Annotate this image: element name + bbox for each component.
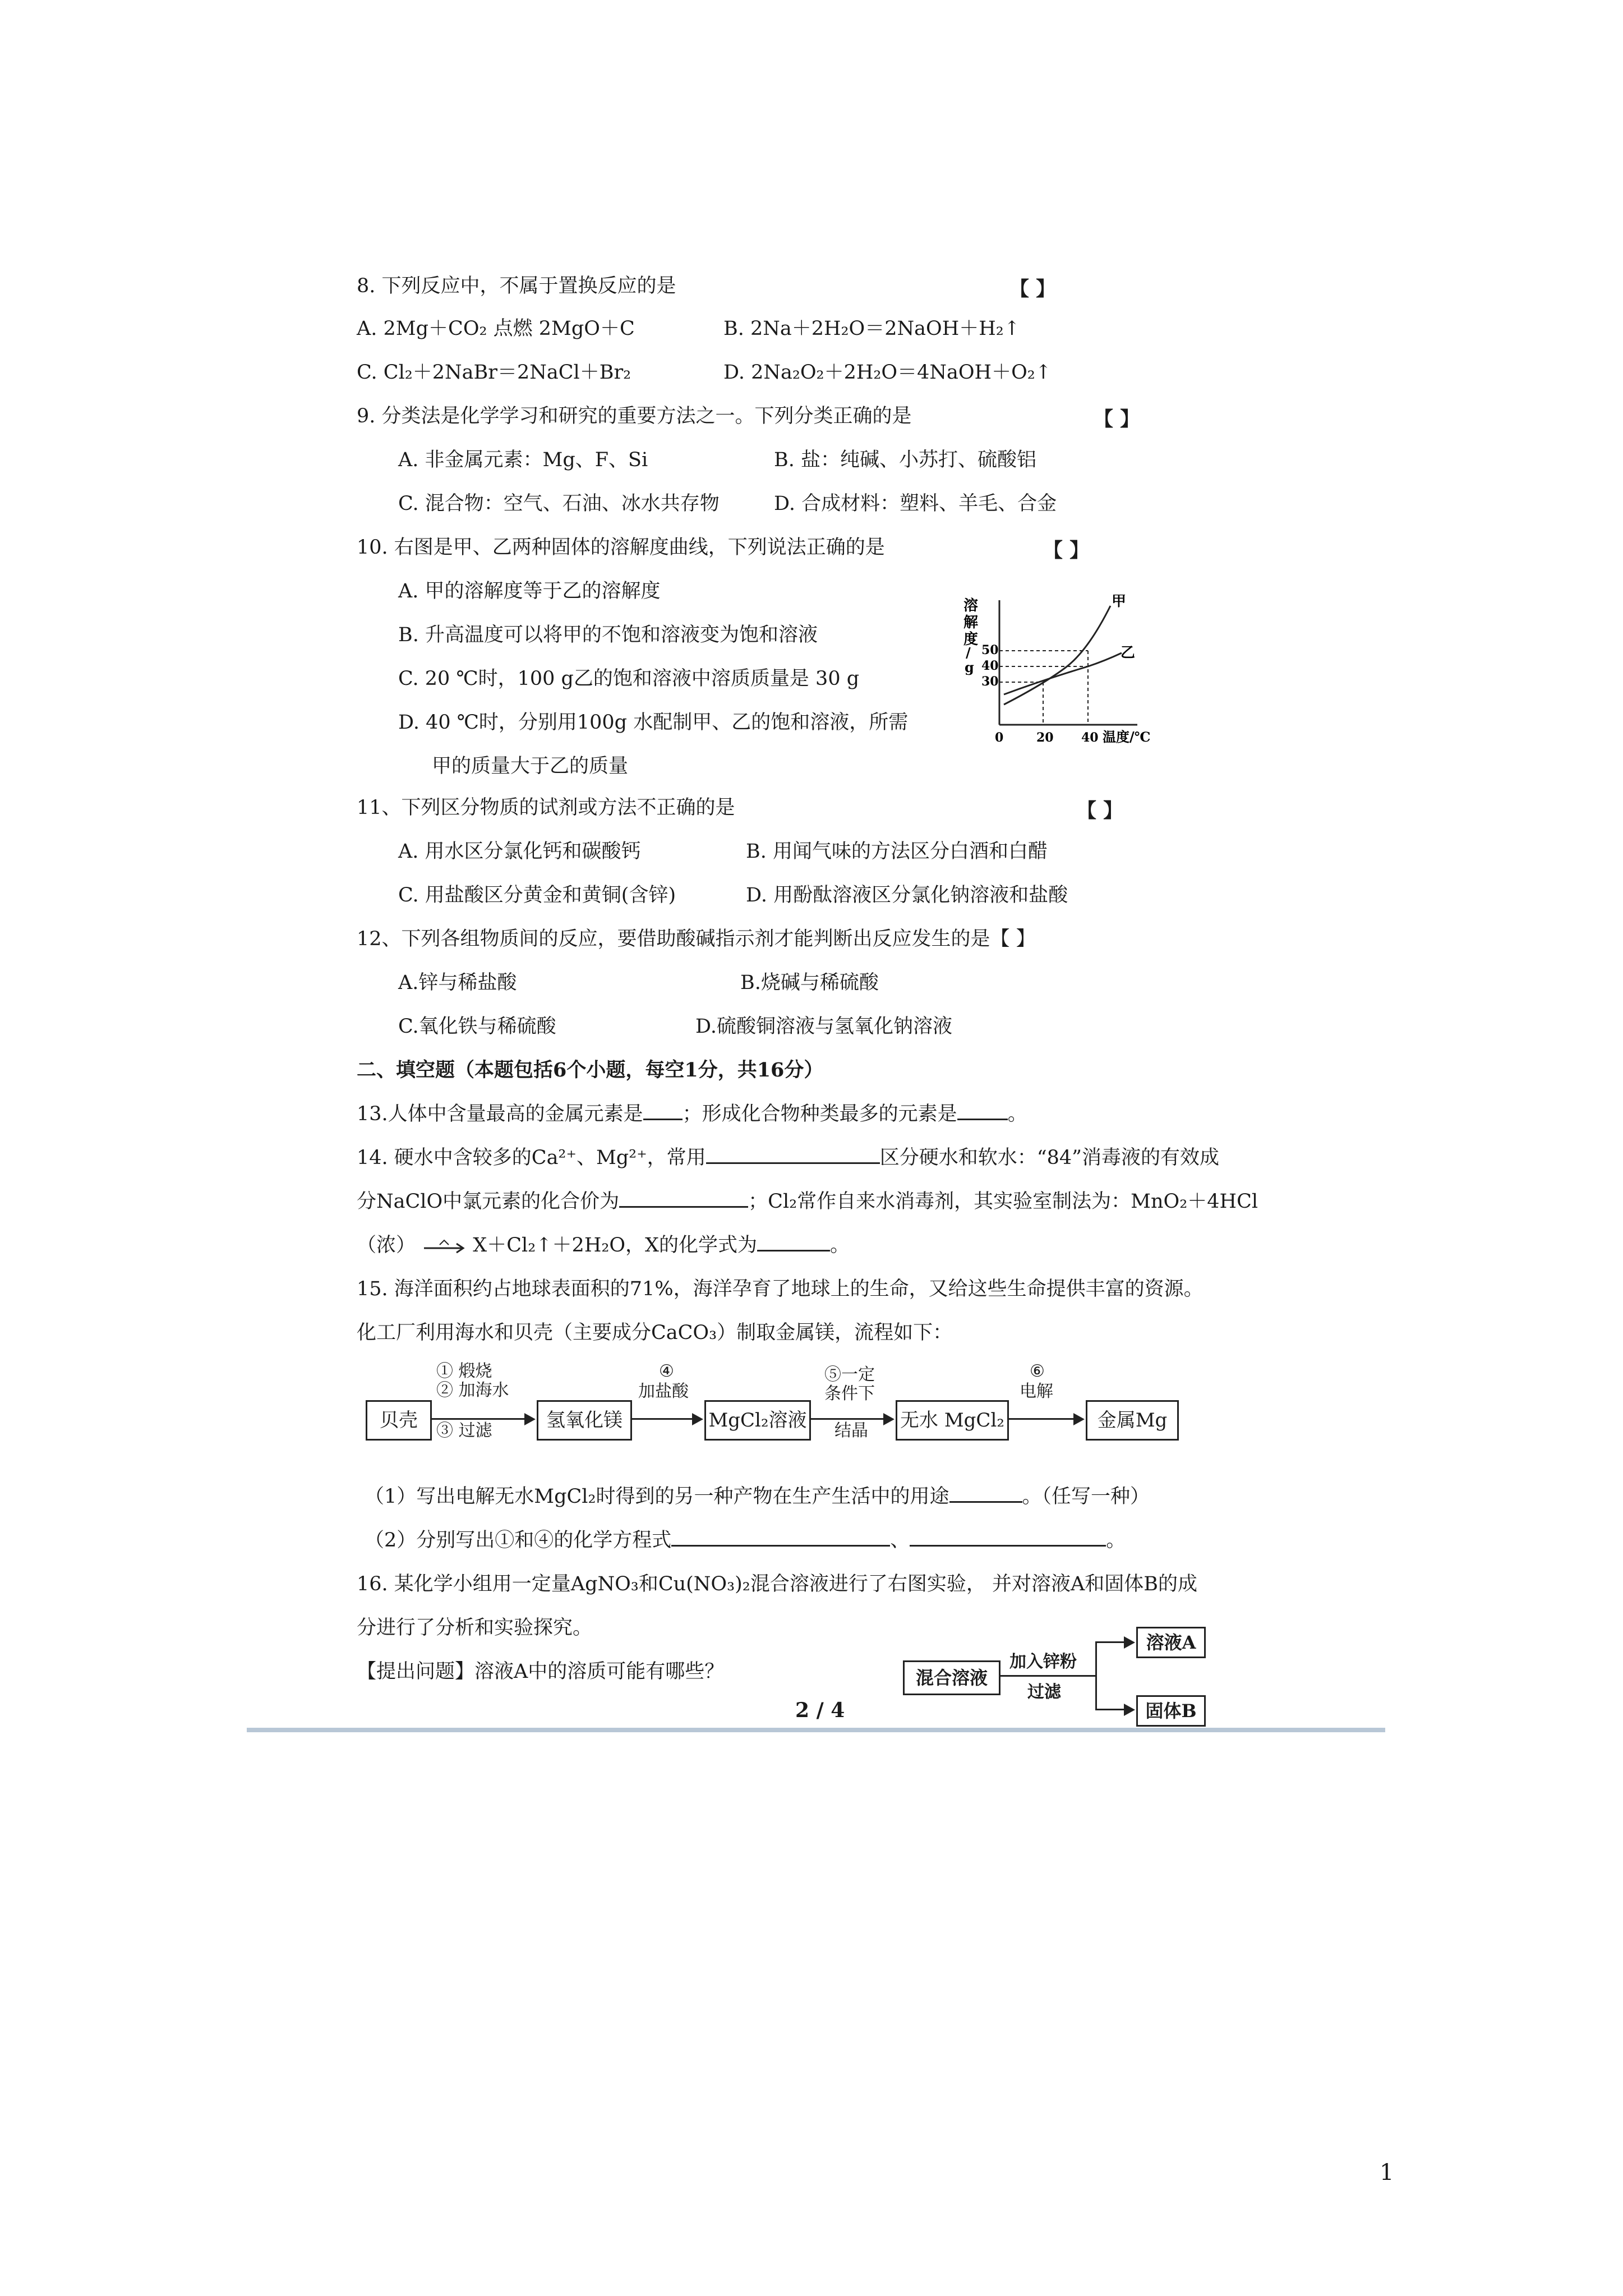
section-2-heading: 二、填空题（本题包括6个小题，每空1分，共16分） (357, 1059, 824, 1082)
q8-option-a: A. 2Mg＋CO₂ 点燃 2MgO＋C (357, 318, 635, 340)
q8-bracket: 【 】 (1009, 278, 1056, 301)
heating-arrow-icon (422, 1238, 467, 1255)
q13-part3: 。 (1007, 1103, 1027, 1125)
q10-option-d-line1: D. 40 ℃时，分别用100g 水配制甲、乙的饱和溶液，所需 (398, 711, 909, 734)
x-axis-label: 温度/℃ (1103, 729, 1151, 745)
q11-option-a: A. 用水区分氯化钙和碳酸钙 (398, 840, 641, 863)
q8-option-d: D. 2Na₂O₂＋2H₂O＝4NaOH＋O₂↑ (723, 361, 1052, 384)
q14-line2-b: ；Cl₂常作自来水消毒剂，其实验室制法为：MnO₂＋4HCl (748, 1190, 1258, 1213)
q8-option-c: C. Cl₂＋2NaBr＝2NaCl＋Br₂ (357, 361, 631, 384)
flow-arrow-1 (430, 1418, 524, 1420)
q10-option-b: B. 升高温度可以将甲的不饱和溶液变为饱和溶液 (398, 624, 818, 646)
curve-yi-label: 乙 (1121, 645, 1136, 661)
q14-line1-b: 区分硬水和软水：“84”消毒液的有效成 (879, 1147, 1220, 1169)
q13-part1: 13.人体中含量最高的金属元素是 (357, 1103, 643, 1125)
q10-bracket: 【 】 (1043, 539, 1090, 562)
q10-option-d-line2: 甲的质量大于乙的质量 (432, 755, 629, 777)
flow-step-5b: 条件下 (824, 1384, 875, 1404)
q13 (357, 1102, 1027, 1126)
q14-line2-a: 分NaClO中氯元素的化合价为 (357, 1190, 620, 1213)
x-tick-20: 20 (1036, 730, 1054, 745)
q16-filter-label: 过滤 (1027, 1682, 1061, 1702)
q14-line2 (357, 1189, 1258, 1214)
footer-page-number: 1 (1380, 2160, 1394, 2185)
flow-step-5a: ⑤一定 (824, 1365, 875, 1384)
flow-arrow-4 (1007, 1418, 1073, 1420)
flow-step-4-num: ④ (659, 1361, 674, 1381)
y-label-char-2: 解 (963, 614, 979, 631)
curve-yi (1004, 653, 1122, 694)
page-indicator: 2 / 4 (795, 1699, 845, 1722)
q13-blank-1[interactable] (643, 1102, 683, 1120)
q11-option-c: C. 用盐酸区分黄金和黄铜(含锌) (398, 884, 676, 907)
flow-arrow-3 (809, 1418, 883, 1420)
q14-line3-a: （浓） (357, 1234, 416, 1257)
page-divider (247, 1728, 1385, 1732)
y-label-char-3: 度 (963, 631, 979, 648)
flow-arrowhead-2 (692, 1413, 703, 1425)
flow-step-3: ③ 过滤 (436, 1421, 492, 1441)
flow-step-4: 加盐酸 (638, 1382, 689, 1401)
q13-part2: ；形成化合物种类最多的元素是 (682, 1103, 957, 1125)
flow-arrowhead-4 (1073, 1413, 1085, 1425)
q9-option-c: C. 混合物：空气、石油、冰水共存物 (398, 493, 720, 515)
q15-blank-2[interactable] (671, 1528, 890, 1547)
y-tick-40: 40 (981, 659, 999, 673)
q14-blank-2[interactable] (619, 1189, 748, 1208)
q16-main-line (999, 1675, 1095, 1677)
solid-b-box: 固体B (1136, 1695, 1206, 1727)
q14-line3-c: 。 (829, 1234, 850, 1257)
flow-arrowhead-3 (883, 1413, 895, 1425)
x-tick-40: 40 (1081, 730, 1099, 745)
q15-sub1-b: 。（任写一种） (1022, 1485, 1150, 1508)
q15-sub2 (365, 1528, 1126, 1553)
q16-arrow-b-line (1095, 1709, 1124, 1710)
q15-blank-3[interactable] (910, 1528, 1106, 1547)
q15-sub2-end: 。 (1106, 1529, 1126, 1552)
q11-bracket: 【 】 (1077, 799, 1123, 822)
q15-line2: 化工厂利用海水和贝壳（主要成分CaCO₃）制取金属镁，流程如下： (357, 1322, 953, 1344)
q15-line1: 15. 海洋面积约占地球表面积的71%，海洋孕育了地球上的生命，又给这些生命提供丰富的资源。 (357, 1278, 1204, 1300)
q16-line3: 【提出问题】溶液A中的溶质可能有哪些？ (357, 1660, 725, 1683)
flow-box-shell: 贝壳 (366, 1400, 432, 1441)
q12-option-b: B.烧碱与稀硫酸 (740, 972, 879, 994)
y-tick-50: 50 (981, 643, 999, 657)
q16-arrowhead-b (1124, 1704, 1135, 1716)
curve-jia (1004, 606, 1110, 705)
q11-option-d: D. 用酚酞溶液区分氯化钠溶液和盐酸 (746, 884, 1068, 907)
flow-step-6: 电解 (1020, 1382, 1053, 1401)
q16-arrowhead-a (1124, 1636, 1135, 1649)
solubility-graph-svg (959, 595, 1183, 752)
q9-option-a: A. 非金属元素：Mg、F、Si (398, 449, 648, 471)
mixed-solution-box: 混合溶液 (903, 1660, 1000, 1695)
flow-box-anhydrous-mgcl2: 无水 MgCl₂ (896, 1400, 1009, 1441)
q13-blank-2[interactable] (957, 1102, 1008, 1120)
q12-stem: 12、下列各组物质间的反应，要借助酸碱指示剂才能判断出反应发生的是【 】 (357, 928, 1036, 950)
q11-stem: 11、下列区分物质的试剂或方法不正确的是 (357, 797, 735, 819)
q15-sub2-sep: 、 (890, 1529, 910, 1552)
q12-option-c: C.氧化铁与稀硫酸 (398, 1015, 556, 1038)
q9-stem: 9. 分类法是化学学习和研究的重要方法之一。下列分类正确的是 (357, 405, 912, 427)
q9-bracket: 【 】 (1094, 408, 1140, 431)
q12-option-d: D.硫酸铜溶液与氢氧化钠溶液 (695, 1015, 952, 1038)
q9-option-d: D. 合成材料：塑料、羊毛、合金 (774, 493, 1057, 515)
flow-step-2: ② 加海水 (436, 1381, 509, 1400)
q15-sub2-a: （2）分别写出①和④的化学方程式 (365, 1529, 672, 1552)
q15-blank-1[interactable] (949, 1484, 1022, 1503)
q14-blank-3[interactable] (757, 1233, 830, 1251)
q16-line1: 16. 某化学小组用一定量AgNO₃和Cu(NO₃)₂混合溶液进行了右图实验， 并对溶液A和固体B的成 (357, 1573, 1197, 1595)
q12-option-a: A.锌与稀盐酸 (398, 972, 517, 994)
curve-jia-label: 甲 (1112, 595, 1127, 610)
q8-option-b: B. 2Na＋2H₂O＝2NaOH＋H₂↑ (723, 318, 1021, 340)
q16-line2: 分进行了分析和实验探究。 (357, 1617, 593, 1639)
flow-arrow-2 (630, 1418, 692, 1420)
q14-line3-b: X＋Cl₂↑＋2H₂O，X的化学式为 (473, 1234, 757, 1257)
y-label-char-5: g (965, 659, 974, 675)
q14-line1 (357, 1145, 1219, 1170)
flow-step-5c: 结晶 (834, 1421, 868, 1441)
flow-box-metal-mg: 金属Mg (1086, 1400, 1179, 1441)
q16-branch-line (1095, 1641, 1097, 1710)
q10-option-c: C. 20 ℃时，100 g乙的饱和溶液中溶质质量是 30 g (398, 668, 860, 690)
q14-blank-1[interactable] (706, 1145, 880, 1164)
q16-arrow-a-line (1095, 1641, 1124, 1643)
y-label-char-1: 溶 (963, 597, 979, 614)
q8-stem: 8. 下列反应中，不属于置换反应的是 (357, 275, 676, 297)
q14-line1-a: 14. 硬水中含较多的Ca²⁺、Mg²⁺，常用 (357, 1147, 706, 1169)
y-label-char-4: / (966, 645, 971, 661)
flow-step-6-num: ⑥ (1030, 1361, 1045, 1381)
q15-sub1 (365, 1484, 1150, 1509)
q16-add-zinc-label: 加入锌粉 (1009, 1652, 1077, 1672)
q14-line3 (357, 1233, 850, 1258)
y-tick-30: 30 (981, 674, 999, 689)
solution-a-box: 溶液A (1136, 1627, 1206, 1658)
x-tick-0: 0 (995, 730, 1004, 745)
flow-step-1: ① 煅烧 (436, 1361, 492, 1381)
q11-option-b: B. 用闻气味的方法区分白酒和白醋 (746, 840, 1048, 863)
q10-stem: 10. 右图是甲、乙两种固体的溶解度曲线，下列说法正确的是 (357, 536, 885, 559)
flow-box-mgcl2-solution: MgCl₂溶液 (704, 1400, 811, 1441)
solubility-graph (959, 595, 1183, 752)
q9-option-b: B. 盐：纯碱、小苏打、硫酸铝 (774, 449, 1036, 471)
q10-option-a: A. 甲的溶解度等于乙的溶解度 (398, 580, 661, 602)
q15-sub1-a: （1）写出电解无水MgCl₂时得到的另一种产物在生产生活中的用途 (365, 1485, 949, 1508)
flow-box-mg-hydroxide: 氢氧化镁 (537, 1400, 632, 1441)
flow-arrowhead-1 (524, 1413, 536, 1425)
